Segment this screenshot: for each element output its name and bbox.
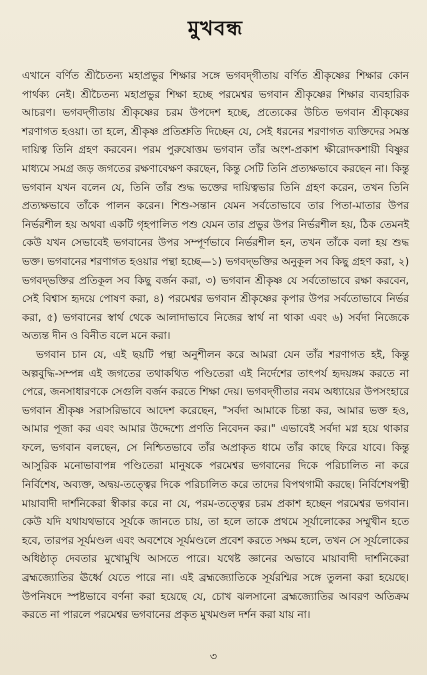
body-text	[22, 67, 409, 625]
paragraph-2: ভগবান চান যে, এই ছয়টি পন্থা অনুশীলন করে আমরা যেন তাঁর শরণাগত হই, কিন্তু অল্পবুদ্ধি-সম্পন্ন এই জগতের তথাকথিত পণ্ডিতেরা এই নির্দেশের তাৎপর্য হৃদয়ঙ্গম করতে না পেরে, জনসাধারণকে সেগুলি বর্জন করতে শিক্ষা দেয়। ভগবদ্‌গীতার নবম অধ্যায়ের উপসংহারে ভগবান শ্রীকৃষ্ণ সরাসরিভাবে আদেশ করেছেন, "সর্বদা আমাকে চিন্তা কর, আমার ভক্ত হও, আমার পূজা কর এবং আমার উদ্দেশ্যে প্রণতি নিবেদন কর।" এভাবেই সর্বদা মগ্ন হয়ে থাকার ফলে, ভগবান বলছেন, সে নিশ্চিতভাবে তাঁর অপ্রাকৃত ধামে তাঁর কাছে ফিরে যাবে। কিন্তু আসুরিক মনোভাবাপন্ন পণ্ডিতেরা মানুষকে পরমেশ্বর ভগবানের দিকে পরিচালিত না করে নির্বিশেষ, অব্যক্ত, অদ্বয়-তত্ত্বের দিকে পরিচালিত করে তাদের বিপথগামী করছে। নির্বিশেষপন্থী মায়াবাদী দার্শনিকেরা স্বীকার করে না যে, পরম-তত্ত্বের চরম প্রকাশ হচ্ছেন পরমেশ্বর ভগবান। কেউ যদি যথাযথভাবে সূর্যকে জানতে চায়, তা হলে তাকে প্রথমে সূর্যালোকের সম্মুখীন হতে হবে, তারপর সূর্যমণ্ডল এবং অবশেষে সূর্যমণ্ডলে প্রবেশ করতে সক্ষম হলে, তখন সে সূর্যলোকের অধিষ্ঠাতৃ দেবতার মুখোমুখি আসতে পারে। যথেষ্ট জ্ঞানের অভাবে মায়াবাদী দার্শনিকেরা ব্রহ্মজ্যোতির ঊর্ধ্বে যেতে পারে না। এই ব্রহ্মজ্যোতিকে সূর্যরশ্মির সঙ্গে তুলনা করা হয়েছে। উপনিষদে স্পষ্টভাবে বর্ণনা করা হয়েছে যে, চোখ ঝলসানো ব্রহ্মজ্যোতির আবরণ অতিক্রম করতে না পারলে পরমেশ্বর ভগবানের প্রকৃত মুখমণ্ডল দর্শন করা যায় না।	[22, 348, 409, 622]
page-title: মুখবন্ধ	[187, 16, 244, 40]
paragraph-1: এখানে বর্ণিত শ্রীচৈতন্য মহাপ্রভুর শিক্ষার সঙ্গে ভগবদ্‌গীতায় বর্ণিত শ্রীকৃষ্ণের শিক্ষার কোন পার্থক্য নেই। শ্রীচৈতন্য মহাপ্রভুর শিক্ষা হচ্ছে পরমেশ্বর ভগবান শ্রীকৃষ্ণের শিক্ষার ব্যবহারিক আচরণ। ভগবদ্‌গীতায় শ্রীকৃষ্ণের চরম উপদেশ হচ্ছে, প্রত্যেকের উচিত ভগবান শ্রীকৃষ্ণের শরণাগত হওয়া। তা হলে, শ্রীকৃষ্ণ প্রতিশ্রুতি দিচ্ছেন যে, সেই ধরনের শরণাগত ব্যক্তিদের সমস্ত দায়িত্ব তিনি গ্রহণ করবেন। পরম পুরুষোত্তম ভগবান তাঁর অংশ-প্রকাশ ক্ষীরোদকশায়ী বিষ্ণুর মাধ্যমে সমগ্র জড় জগতের রক্ষণাবেক্ষণ করছেন, কিন্তু সেটি তিনি প্রত্যক্ষভাবে করছেন না। কিন্তু ভগবান যখন বলেন যে, তিনি তাঁর শুদ্ধ ভক্তের দায়িত্বভার তিনি গ্রহণ করেন, তখন তিনি প্রত্যক্ষভাবে তাঁকে পালন করেন। শিশু-সন্তান যেমন সর্বতোভাবে তার পিতা-মাতার উপর নির্ভরশীল হয় অথবা একটি গৃহপালিত পশু যেমন তার প্রভুর উপর নির্ভরশীল হয়, ঠিক তেমনই কেউ যখন সেভাবেই ভগবানের উপর সম্পূর্ণভাবে নির্ভরশীল হন, তখন তাঁকে বলা হয় শুদ্ধ ভক্ত। ভগবানের শরণাগত হওয়ার পন্থা হচ্ছে—১) ভগবদ্‌ভক্তির অনুকূল সব কিছু গ্রহণ করা, ২) ভগবদ্‌ভক্তির প্রতিকূল সব কিছু বর্জন করা, ৩) ভগবান শ্রীকৃষ্ণ যে সর্বতোভাবে রক্ষা করবেন, সেই বিশ্বাস হৃদয়ে পোষণ করা, ৪) পরমেশ্বর ভগবান শ্রীকৃষ্ণের কৃপার উপর সর্বতোভাবে নির্ভর করা, ৫) ভগবানের স্বার্থ থেকে আলাদাভাবে নিজের স্বার্থ না থাকা এবং ৬) সর্বদা নিজেকে অত্যন্ত দীন ও বিনীত বলে মনে করা।	[22, 70, 409, 343]
page-number: ৩	[209, 650, 218, 663]
